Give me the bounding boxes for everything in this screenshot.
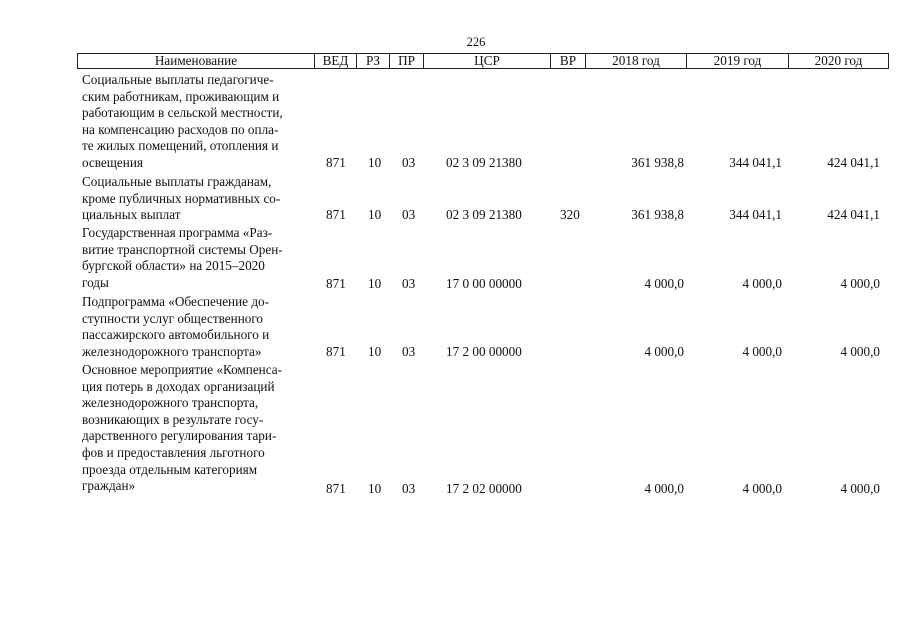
- table-header: [77, 53, 889, 69]
- row-2019: 4 000,0: [742, 481, 782, 496]
- row-2018: 4 000,0: [644, 481, 684, 496]
- row-2020: 4 000,0: [840, 344, 880, 359]
- row-2020: 424 041,1: [827, 207, 880, 222]
- row-rz: 10: [368, 481, 382, 496]
- row-rz: 10: [368, 276, 382, 291]
- row-name: Социальные выплаты гражданам, кроме публичных нормативных со- циальных выплат: [82, 174, 281, 223]
- row-2020: 4 000,0: [840, 276, 880, 291]
- row-pr: 03: [402, 207, 416, 222]
- row-pr: 03: [402, 155, 416, 170]
- row-name: Государственная программа «Раз- витие транспортной системы Орен- бургской области» на 2015–2020 годы: [82, 225, 283, 290]
- header-name: Наименование: [154, 53, 238, 68]
- row-name: Подпрограмма «Обеспечение до- ступности услуг общественного пассажирского автомобильного и железнодорожного транспорта»: [82, 294, 270, 359]
- row-pr: 03: [402, 481, 416, 496]
- row-name: Социальные выплаты педагогиче- ским работникам, проживающим и работающим в сельской местности, на компенсацию расходов по опла- те жилых помещений, отопления и освещения: [82, 72, 283, 170]
- row-2019: 4 000,0: [742, 276, 782, 291]
- row-rz: 10: [368, 344, 382, 359]
- row-2018: 4 000,0: [644, 276, 684, 291]
- row-pr: 03: [402, 276, 416, 291]
- row-2018: 361 938,8: [631, 155, 684, 170]
- row-2018: 361 938,8: [631, 207, 684, 222]
- header-2018: 2018 год: [585, 54, 686, 68]
- row-2020: 4 000,0: [840, 481, 880, 496]
- header-ved: ВЕД: [314, 54, 356, 68]
- row-ved: 871: [326, 276, 346, 291]
- row-ved: 871: [326, 344, 346, 359]
- row-2019: 344 041,1: [729, 207, 782, 222]
- row-csr: 02 3 09 21380: [446, 207, 522, 222]
- header-rz: РЗ: [356, 54, 389, 68]
- header-2020: 2020 год: [788, 54, 888, 68]
- row-ved: 871: [326, 155, 346, 170]
- row-name: Основное мероприятие «Компенса- ция потерь в доходах организаций железнодорожного транспорта, возникающих в результате госу- дарственного регулирования тари- фов и предоставления льготного проезда отдельным категориям граждан»: [82, 362, 282, 494]
- row-csr: 17 2 02 00000: [446, 481, 522, 496]
- row-2018: 4 000,0: [644, 344, 684, 359]
- row-2020: 424 041,1: [827, 155, 880, 170]
- row-rz: 10: [368, 207, 382, 222]
- row-vr: 320: [560, 207, 580, 222]
- row-csr: 02 3 09 21380: [446, 155, 522, 170]
- header-csr: ЦСР: [423, 54, 550, 68]
- header-vr: ВР: [550, 54, 585, 68]
- row-pr: 03: [402, 344, 416, 359]
- row-2019: 344 041,1: [729, 155, 782, 170]
- header-2019: 2019 год: [686, 54, 788, 68]
- row-ved: 871: [326, 207, 346, 222]
- page-number: 226: [466, 35, 486, 49]
- row-csr: 17 2 00 00000: [446, 344, 522, 359]
- row-rz: 10: [368, 155, 382, 170]
- header-pr: ПР: [389, 54, 423, 68]
- row-2019: 4 000,0: [742, 344, 782, 359]
- row-ved: 871: [326, 481, 346, 496]
- row-csr: 17 0 00 00000: [446, 276, 522, 291]
